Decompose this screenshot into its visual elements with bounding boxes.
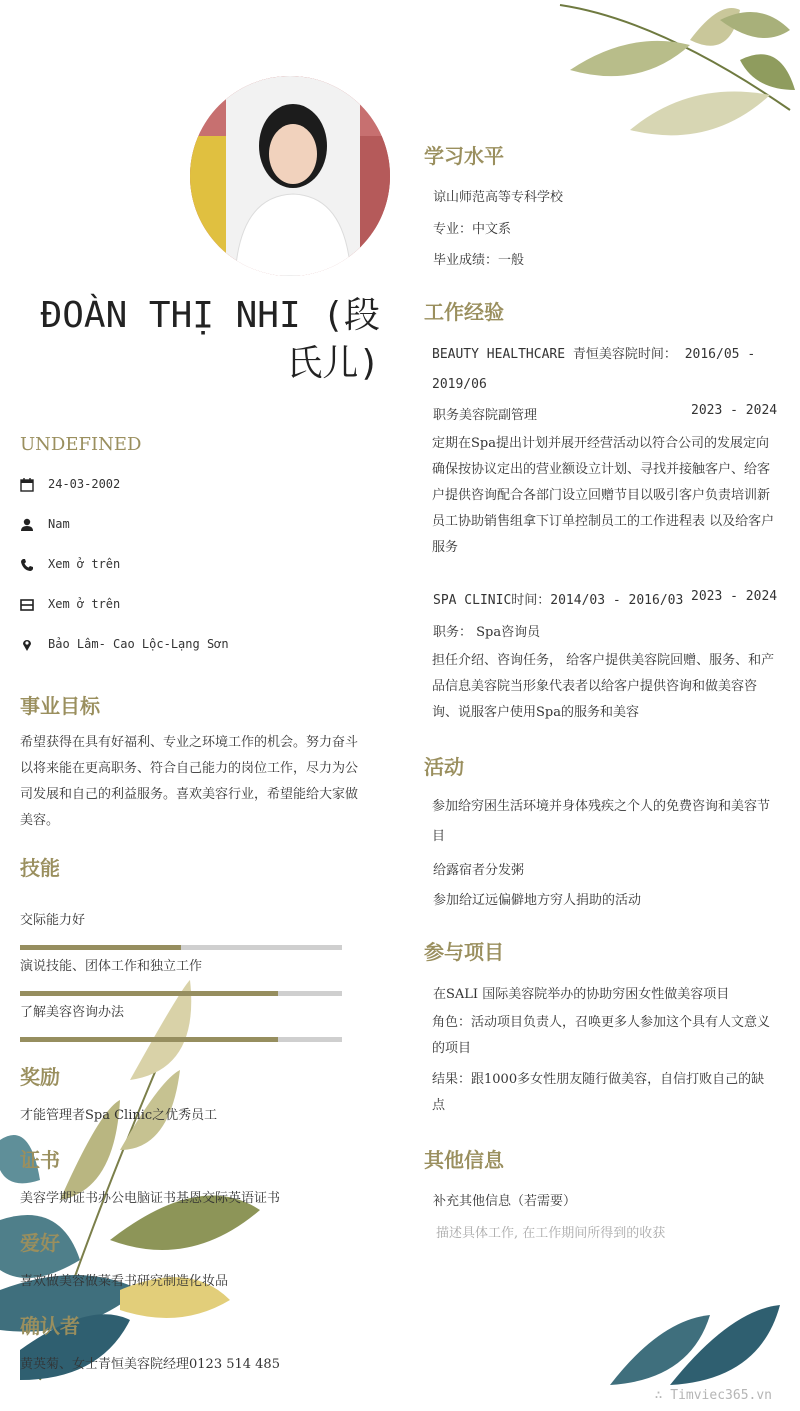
footer-watermark-text: Timviec365.vn	[670, 1388, 772, 1403]
objective-section-title: 事业目标	[20, 694, 100, 718]
skill-3-bar	[20, 1037, 342, 1042]
skill-2-label: 演说技能、团体工作和独立工作	[20, 959, 203, 974]
project-line-3: 结果：跟1000多女性朋友随行做美容，自信打败自己的缺点	[432, 1072, 765, 1113]
education-school: 谅山师范高等专科学校	[433, 190, 564, 205]
footer-watermark	[655, 1388, 772, 1403]
profile-photo	[190, 76, 390, 276]
reference-section-title: 确认者	[20, 1314, 80, 1338]
skill-1-label: 交际能力好	[20, 913, 86, 928]
reference-text: 黄英菊、女士青恒美容院经理0123 514 485	[20, 1357, 280, 1372]
activities-section-title: 活动	[424, 755, 464, 779]
calendar-icon	[20, 477, 34, 491]
skill-3-label: 了解美容咨询办法	[20, 1005, 125, 1020]
skill-2-bar-fill	[20, 991, 278, 996]
job-2-header: SPA CLINIC时间：2014/03 - 2016/03	[433, 593, 684, 608]
info-section-title: UNDEFINED	[20, 434, 142, 455]
other-info-line-1: 补充其他信息（若需要）	[433, 1194, 577, 1209]
hobbies-section-title: 爱好	[20, 1231, 60, 1255]
skill-2-bar	[20, 991, 342, 996]
project-line-1: 在SALI 国际美容院举办的协助穷困女性做美容项目	[433, 987, 730, 1002]
info-address-value: Bảo Lâm- Cao Lộc-Lạng Sơn	[48, 637, 229, 651]
certificates-section-title: 证书	[20, 1148, 60, 1172]
work-section-title: 工作经验	[424, 300, 504, 324]
projects-section-title: 参与项目	[424, 940, 504, 964]
job-1-description: 定期在Spa提出计划并展开经营活动以符合公司的发展定向确保按协议定出的营业额设立计划、寻找并接触客户、给客户提供咨询配合各部门设立回赠节目以吸引客户负责培训新员工协助销售组拿下订单控制员工的工作进程表 以及给客户服务	[432, 436, 775, 555]
activity-3: 参加给辽远偏僻地方穷人捐助的活动	[433, 893, 642, 908]
skill-1-bar-fill	[20, 945, 181, 950]
info-email-row	[20, 594, 120, 614]
awards-text: 才能管理者Spa Clinic之优秀员工	[20, 1108, 218, 1123]
candidate-name: ĐOÀN THỊ NHI (段氏儿)	[40, 295, 380, 384]
info-email-value: Xem ở trên	[48, 597, 121, 611]
education-section-title: 学习水平	[424, 144, 504, 168]
job-1-years: 2023 - 2024	[691, 403, 778, 418]
bottom-right-leaves-decoration	[600, 1300, 790, 1390]
job-2-description: 担任介绍、咨询任务， 给客户提供美容院回赠、服务、和产品信息美容院当形象代表者以给客户提供咨询和做美容咨询、说服客户使用Spa的服务和美容	[432, 653, 775, 720]
info-phone-value: Xem ở trên	[48, 557, 121, 571]
education-major: 专业：中文系	[433, 222, 512, 237]
project-line-2: 角色：活动项目负责人，召唤更多人参加这个具有人文意义的项目	[432, 1015, 771, 1056]
activity-2: 给露宿者分发粥	[433, 863, 525, 878]
info-phone-row	[20, 554, 120, 574]
activity-1: 参加给穷困生活环境并身体残疾之个人的免费咨询和美容节目	[432, 799, 771, 844]
job-1-header: BEAUTY HEALTHCARE 青恒美容院时间： 2016/05 - 2019/06	[432, 347, 756, 392]
portrait-image	[190, 76, 390, 276]
awards-section-title: 奖励	[20, 1065, 60, 1089]
info-gender-value: Nam	[48, 517, 70, 531]
job-2-role: 职务： Spa咨询员	[433, 625, 541, 640]
skills-section-title: 技能	[20, 856, 60, 880]
info-dob-row	[20, 474, 120, 494]
location-icon	[20, 637, 34, 651]
job-1-role: 职务美容院副管理	[433, 408, 538, 423]
email-icon	[20, 597, 34, 611]
info-dob-value: 24-03-2002	[48, 477, 121, 491]
info-gender-row	[20, 514, 70, 534]
phone-icon	[20, 557, 34, 571]
objective-text: 希望获得在具有好福利、专业之环境工作的机会。努力奋斗以将来能在更高职务、符合自己能力的岗位工作，尽力为公司发展和自己的利益服务。喜欢美容行业，希望能给大家做美容。	[20, 735, 359, 828]
other-info-line-2: 描述具体工作, 在工作期间所得到的收获	[436, 1226, 666, 1241]
user-icon	[20, 517, 34, 531]
info-address-row	[20, 634, 229, 654]
education-grade: 毕业成绩：一般	[433, 253, 525, 268]
hobbies-text: 喜欢做美容做菜看书研究制造化妆品	[20, 1274, 229, 1289]
job-2-years: 2023 - 2024	[691, 589, 778, 604]
other-info-section-title: 其他信息	[424, 1148, 504, 1172]
skill-3-bar-fill	[20, 1037, 278, 1042]
watermark-dots-icon: ∴	[654, 1388, 671, 1403]
certificates-text: 美容学期证书办公电脑证书基恩交际英语证书	[20, 1191, 281, 1206]
skill-1-bar	[20, 945, 342, 950]
top-right-leaves-decoration	[540, 0, 800, 160]
